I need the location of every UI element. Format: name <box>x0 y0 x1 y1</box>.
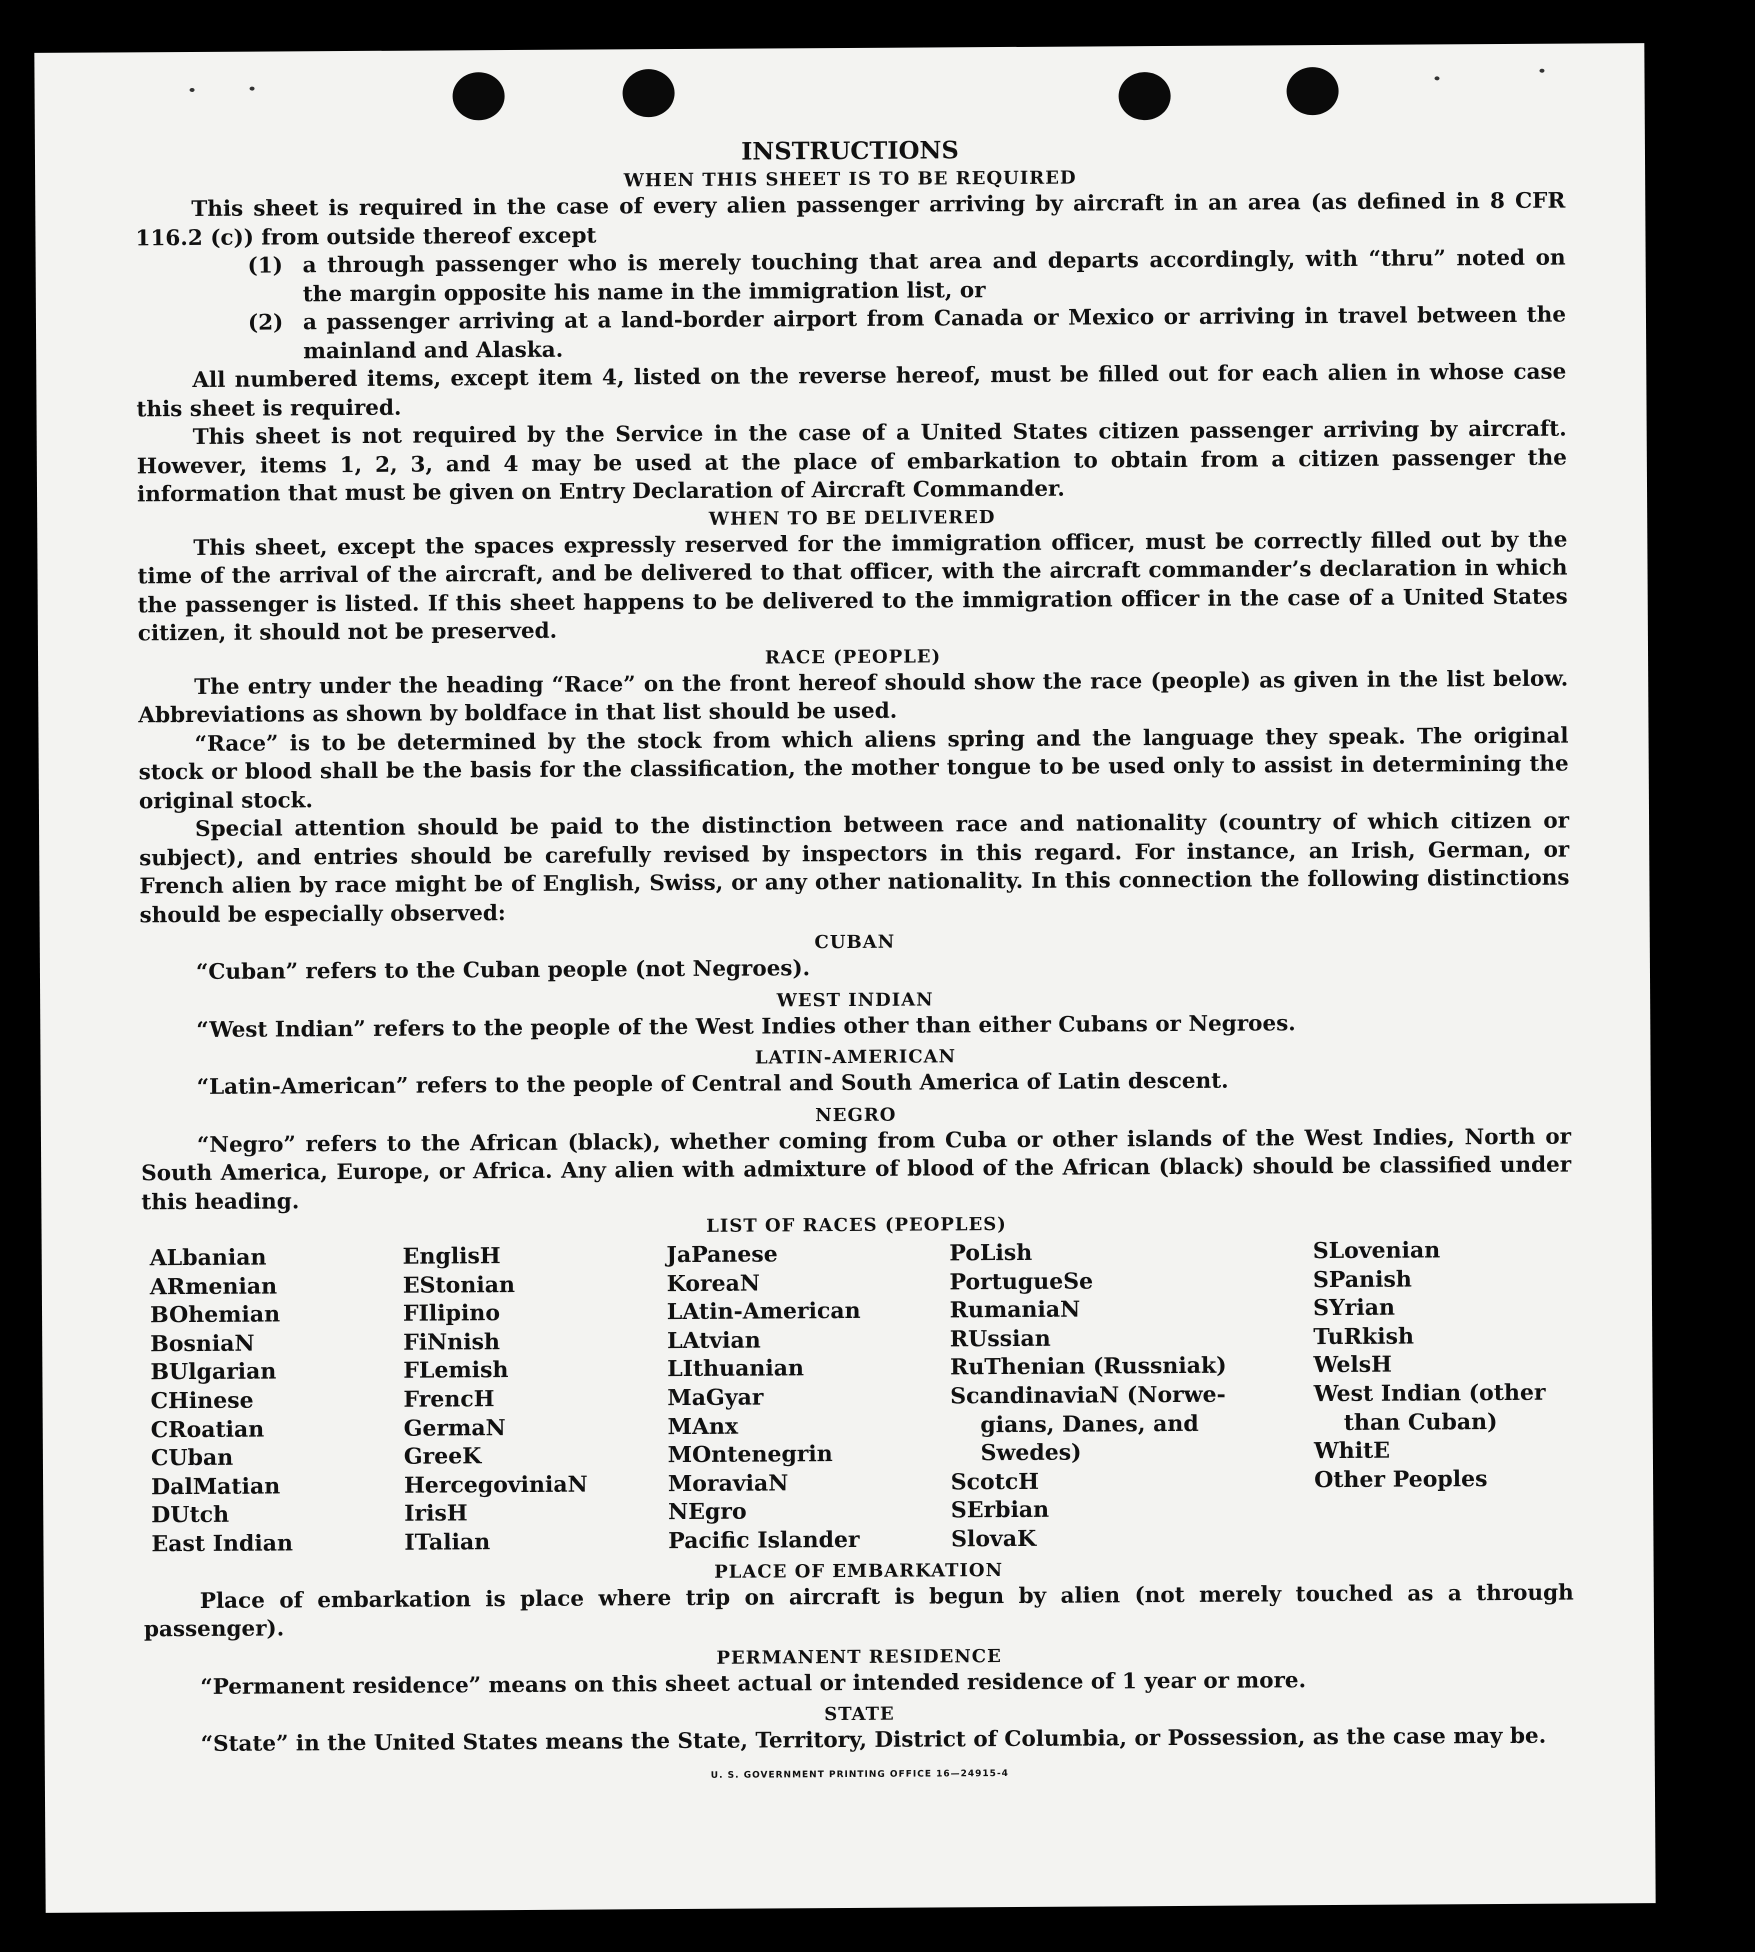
races-column-1 <box>142 1243 405 1559</box>
race-entry: KoreaN <box>666 1270 761 1297</box>
printer-imprint: U. S. GOVERNMENT PRINTING OFFICE 16—24915-4 <box>710 1768 1009 1781</box>
punch-hole-2 <box>622 69 674 117</box>
race-entry: GreeK <box>403 1443 482 1470</box>
paragraph: Special attention should be paid to the distinction between race and nationality (country of which citizen or subject), and entries should be carefully revised by inspectors in this regard. For instance, an Irish, German, or French alien by race might be of English, Swiss, or any other nationality. In this connection the following distinctions should be especially observed: <box>139 808 1570 928</box>
race-entry: FiNnish <box>403 1328 501 1356</box>
heading-when-required: WHEN THIS SHEET IS TO BE REQUIRED <box>623 167 1077 192</box>
paragraph: All numbered items, except item 4, listed on the reverse hereof, must be filled out for each alien in whose case this sheet is required. <box>136 359 1567 422</box>
race-entry: CRoatian <box>150 1416 265 1443</box>
race-entry: SYrian <box>1313 1294 1396 1322</box>
races-column-3 <box>666 1239 951 1555</box>
race-entry: FLemish <box>403 1357 509 1385</box>
item-text: a passenger arriving at a land-border airport from Canada or Mexico or arriving in travel between the mainland and Alaska. <box>302 302 1567 364</box>
document-body <box>135 132 1575 1784</box>
paragraph: “Permanent residence” means on this sheet actual or intended residence of 1 year or more. <box>200 1667 1307 1700</box>
paragraph: This sheet is not required by the Service in the case of a United States citizen passenger arriving by aircraft. However, items 1, 2, 3, and 4 may be used at the place of embarkation to obtain from a citizen passenger the information that must be given on Entry Declaration of Aircraft Commander. <box>136 416 1567 508</box>
paragraph: This sheet, except the spaces expressly reserved for the immigration officer, must be correctly filled out by the time of the arrival of the aircraft, and be delivered to that officer, with the aircraft commander’s declaration in which the passenger is listed. If this sheet happens to be delivered to the immigration officer in the case of a United States citizen, it should not be preserved. <box>137 527 1568 647</box>
race-entry: MoraviaN <box>667 1470 789 1497</box>
races-table <box>142 1236 1574 1559</box>
races-column-5 <box>1313 1236 1574 1552</box>
heading-place-of-embarkation: PLACE OF EMBARKATION <box>714 1559 1004 1583</box>
race-entry: CHinese <box>150 1387 254 1415</box>
punch-hole-1 <box>452 72 504 120</box>
list-item <box>136 302 1566 368</box>
race-entry: RumaniaN <box>949 1296 1081 1324</box>
race-entry: TuRkish <box>1313 1323 1415 1350</box>
paragraph: “Cuban” refers to the Cuban people (not Negroes). <box>195 956 811 985</box>
paragraph: “State” in the United States means the State, Territory, District of Columbia, or Possession, as the case may be. <box>200 1723 1547 1757</box>
punch-hole-3 <box>1118 72 1170 120</box>
heading-latin-american: LATIN-AMERICAN <box>754 1046 957 1069</box>
speck <box>1435 76 1440 80</box>
paragraph: “West Indian” refers to the people of the West Indies other than either Cubans or Negroes. <box>196 1010 1296 1043</box>
item-text: a through passenger who is merely touching that area and departs accordingly, with “thru” noted on the margin opposite his name in the immigration list, or <box>302 245 1566 307</box>
race-entry: BOhemian <box>149 1301 281 1329</box>
race-entry: FrencH <box>403 1386 495 1413</box>
race-entry: ITalian <box>404 1529 491 1556</box>
race-entry: GermaN <box>403 1414 506 1442</box>
paragraph: The entry under the heading “Race” on the front hereof should show the race (people) as given in the list below. Abbreviations as shown by boldface in that list should be used. <box>138 666 1569 729</box>
race-entry: EnglisH <box>402 1243 501 1270</box>
race-entry: MOntenegrin <box>667 1441 833 1469</box>
race-entry: EStonian <box>402 1271 515 1299</box>
race-entry: LAtin-American <box>666 1298 861 1326</box>
race-entry: West Indian (other <box>1313 1379 1546 1408</box>
race-entry: Other Peoples <box>1314 1465 1488 1493</box>
race-entry: JaPanese <box>666 1241 778 1269</box>
race-entry: ALbanian <box>149 1244 267 1272</box>
race-entry: Swedes) <box>980 1439 1082 1467</box>
race-entry: LAtvian <box>666 1327 761 1354</box>
paragraph: “Race” is to be determined by the stock from which aliens spring and the language they speak. The original stock or blood shall be the basis for the classification, the mother tongue to be used only to assist in determining the original stock. <box>138 723 1569 814</box>
list-item <box>136 245 1566 311</box>
race-entry: IrisH <box>404 1500 468 1528</box>
race-entry: MaGyar <box>667 1384 764 1412</box>
heading-list-of-races: LIST OF RACES (PEOPLES) <box>706 1214 1007 1237</box>
race-entry: FIlipino <box>402 1300 501 1327</box>
speck <box>250 87 255 91</box>
race-entry: CUban <box>150 1444 234 1472</box>
heading-race: RACE (PEOPLE) <box>764 645 942 668</box>
race-entry: WelsH <box>1313 1352 1393 1379</box>
races-column-2 <box>403 1241 669 1557</box>
paragraph: “Negro” refers to the African (black), whether coming from Cuba or other islands of the West Indies, North or South America, Europe, or Africa. Any alien with admixture of blood of the African (black) should be classified under this heading. <box>141 1124 1572 1215</box>
race-entry: SlovaK <box>950 1525 1037 1553</box>
heading-cuban: CUBAN <box>814 931 896 954</box>
race-entry: SLovenian <box>1312 1237 1441 1265</box>
punch-hole-4 <box>1286 67 1338 115</box>
race-entry: RUssian <box>949 1325 1051 1353</box>
document-title: INSTRUCTIONS <box>741 135 959 166</box>
races-column-4 <box>949 1237 1314 1554</box>
race-entry: RuThenian (Russniak) <box>949 1353 1227 1381</box>
race-entry: than Cuban) <box>1343 1408 1498 1436</box>
race-entry: East Indian <box>151 1530 294 1558</box>
race-entry: PortugueSe <box>949 1268 1094 1295</box>
paragraph: Place of embarkation is place where trip on aircraft is begun by alien (not merely touched as a through passenger). <box>143 1580 1574 1643</box>
paragraph: “Latin-American” refers to the people of Central and South America of Latin descent. <box>196 1068 1229 1100</box>
race-entry: ARmenian <box>149 1273 278 1300</box>
race-entry: WhitE <box>1313 1437 1391 1465</box>
heading-permanent-residence: PERMANENT RESIDENCE <box>716 1645 1002 1669</box>
race-entry: SErbian <box>950 1497 1050 1524</box>
race-entry: BUlgarian <box>150 1358 277 1386</box>
race-entry: LIthuanian <box>667 1355 805 1383</box>
speck <box>1539 69 1544 73</box>
heading-negro: NEGRO <box>815 1104 897 1126</box>
heading-when-delivered: WHEN TO BE DELIVERED <box>708 506 996 530</box>
item-number: (2) <box>247 310 284 336</box>
heading-west-indian: WEST INDIAN <box>776 988 934 1011</box>
heading-state: STATE <box>824 1703 895 1726</box>
race-entry: ScandinaviaN (Norwe- <box>950 1381 1226 1410</box>
document-sheet <box>34 43 1655 1913</box>
race-entry: BosniaN <box>150 1330 255 1358</box>
race-entry: Pacific Islander <box>668 1526 860 1555</box>
race-entry: HercegoviniaN <box>403 1471 588 1499</box>
paragraph: This sheet is required in the case of every alien passenger arriving by aircraft in an area (as defined in 8 CFR 116.2 (c)) from outside thereof except <box>135 188 1566 251</box>
race-entry: gians, Danes, and <box>980 1410 1199 1438</box>
race-entry: PoLish <box>949 1239 1033 1267</box>
race-entry: ScotcH <box>950 1468 1040 1496</box>
race-entry: DUtch <box>151 1502 230 1529</box>
race-entry: DalMatian <box>151 1473 281 1500</box>
speck <box>190 88 195 92</box>
item-number: (1) <box>247 253 284 279</box>
race-entry: SPanish <box>1312 1266 1412 1293</box>
race-entry: MAnx <box>667 1413 739 1440</box>
race-entry: NEgro <box>668 1498 747 1526</box>
